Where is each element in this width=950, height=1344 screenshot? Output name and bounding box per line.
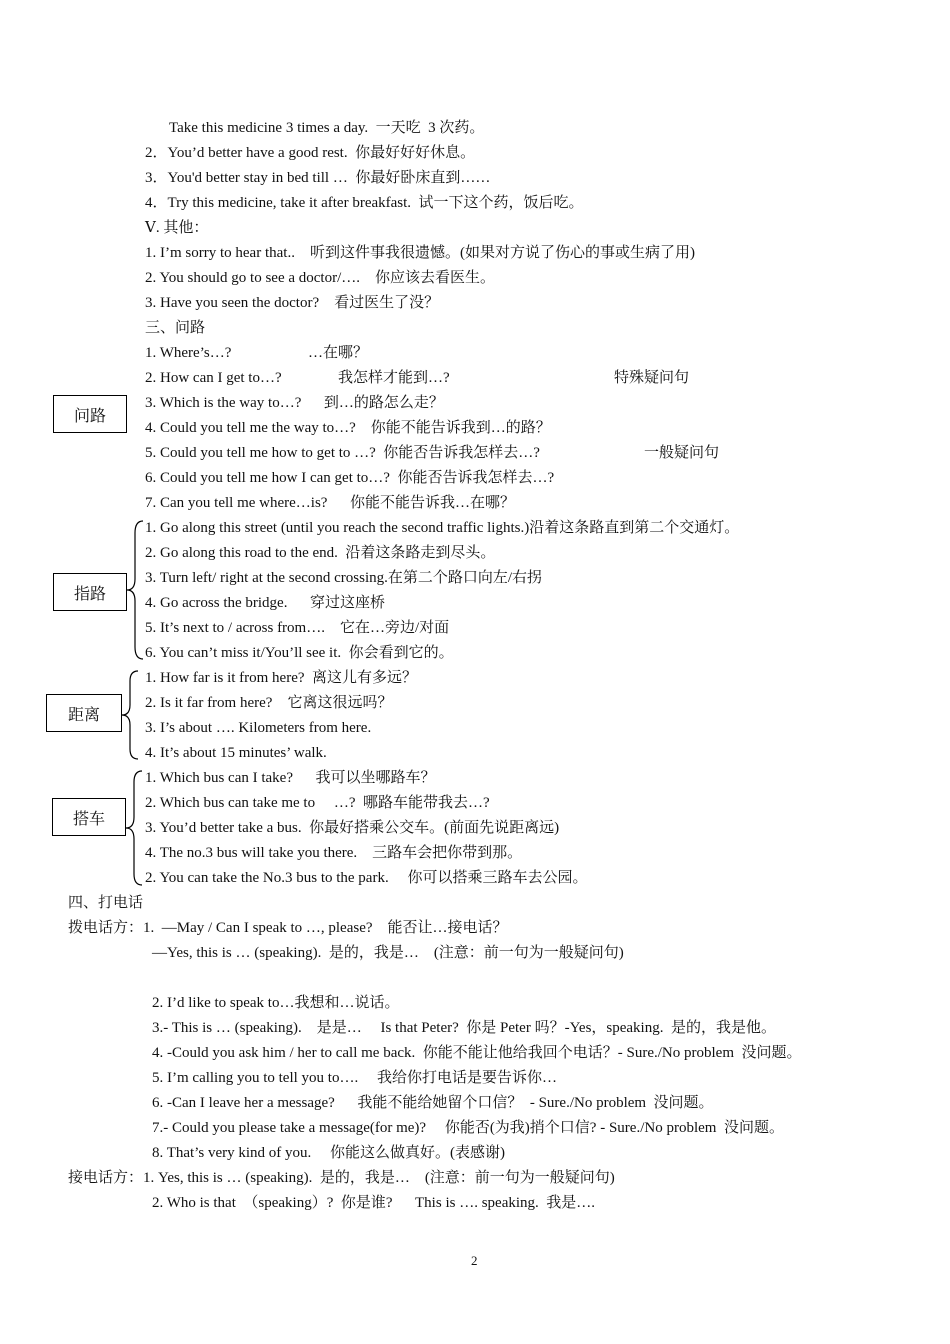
question-type-note: 特殊疑问句 — [614, 370, 690, 386]
text-line: 3. Which is the way to…? 到…的路怎么走？ — [145, 395, 444, 411]
text-line: 1. I’m sorry to hear that.. 听到这件事我很遗憾。(如果对方说了伤心的事或生病了用) — [145, 245, 695, 261]
text-line: 5. It’s next to / across from…. 它在…旁边/对面 — [145, 620, 450, 636]
text-line: 1. Which bus can I take? 我可以坐哪路车？ — [145, 770, 436, 786]
section-heading: 三、问路 — [145, 320, 206, 336]
text-line: 我怎样才能到…? — [338, 370, 450, 386]
text-line: 2. You can take the No.3 bus to the park. 你可以搭乘三路车去公园。 — [145, 870, 588, 886]
text-line: —Yes, this is … (speaking). 是的，我是… (注意：前一句为一般疑问句) — [152, 945, 624, 961]
text-line: 5. Could you tell me how to get to …? 你能否告诉我怎样去…? — [145, 445, 540, 461]
curly-brace-icon — [120, 669, 142, 761]
label-box-dache — [52, 798, 126, 836]
text-line: 1. How far is it from here? 离这儿有多远？ — [145, 670, 418, 686]
text-line: 4. Go across the bridge. 穿过这座桥 — [145, 595, 385, 611]
text-line: 2. Go along this road to the end. 沿着这条路走到尽头。 — [145, 545, 496, 561]
text-line: 3．You'd better stay in bed till … 你最好卧床直到…… — [145, 170, 491, 186]
text-line: 1. Where’s…? — [145, 345, 232, 361]
text-line: …在哪？ — [308, 345, 369, 361]
text-line: 7.- Could you please take a message(for me)? 你能否(为我)捎个口信? - Sure./No problem 没问题。 — [152, 1120, 784, 1136]
label-text: 距离 — [67, 704, 100, 724]
text-line: 7. Can you tell me where…is? 你能不能告诉我…在哪？ — [145, 495, 515, 511]
text-line: 2. Is it far from here? 它离这很远吗？ — [145, 695, 393, 711]
text-line: 6. -Can I leave her a message? 我能不能给她留个口信？ - Sure./No problem 没问题。 — [152, 1095, 714, 1111]
section-heading: 四、打电话 — [68, 895, 144, 911]
text-line: 1. Go along this street (until you reach the second traffic lights.)沿着这条路直到第二个交通灯。 — [145, 520, 740, 536]
text-line: 6. You can’t miss it/You’ll see it. 你会看到它的。 — [145, 645, 454, 661]
text-line: 2. Who is that （speaking）? 你是谁? This is …. speaking. 我是…. — [152, 1195, 596, 1211]
text-line: 接电话方：1. Yes, this is … (speaking). 是的，我是… (注意：前一句为一般疑问句) — [68, 1170, 615, 1186]
curly-brace-icon — [124, 769, 146, 887]
text-line: 2. I’d like to speak to…我想和…说话。 — [152, 995, 400, 1011]
text-line: 8. That’s very kind of you. 你能这么做真好。(表感谢) — [152, 1145, 506, 1161]
text-line: 3.- This is … (speaking). 是是… Is that Peter? 你是 Peter 吗？-Yes，speaking. 是的，我是他。 — [152, 1020, 776, 1036]
text-line: 3. Have you seen the doctor? 看过医生了没？ — [145, 295, 440, 311]
label-box-zhilu — [53, 573, 127, 611]
text-line: 5. I’m calling you to tell you to…. 我给你打电话是要告诉你… — [152, 1070, 557, 1086]
page-number: 2 — [471, 1253, 478, 1268]
text-line: 4．Try this medicine, take it after breakfast. 试一下这个药，饭后吃。 — [145, 195, 584, 211]
text-line: 6. Could you tell me how I can get to…? 你能否告诉我怎样去…? — [145, 470, 555, 486]
text-line: 2. Which bus can take me to …? 哪路车能带我去…? — [145, 795, 490, 811]
text-line: 拨电话方：1. —May / Can I speak to …, please? 能否让…接电话？ — [68, 920, 508, 936]
text-line: 4. The no.3 bus will take you there. 三路车会把你带到那。 — [145, 845, 523, 861]
section-heading: Ⅴ. 其他： — [145, 220, 209, 236]
question-type-note: 一般疑问句 — [644, 445, 720, 461]
curly-brace-icon — [125, 519, 147, 661]
text-line: 3. Turn left/ right at the second crossing.在第二个路口向左/右拐 — [145, 570, 543, 586]
label-text: 问路 — [73, 405, 106, 425]
text-line: 2. How can I get to…? — [145, 370, 282, 386]
text-line: 3. You’d better take a bus. 你最好搭乘公交车。(前面先说距离远) — [145, 820, 560, 836]
text-line: 2．You’d better have a good rest. 你最好好好休息。 — [145, 145, 476, 161]
text-line: 3. I’s about …. Kilometers from here. — [145, 720, 372, 736]
text-line: Take this medicine 3 times a day. 一天吃 3 次药。 — [169, 120, 485, 136]
label-box-juli — [46, 694, 122, 732]
label-text: 指路 — [73, 583, 106, 603]
text-line: 4. Could you tell me the way to…? 你能不能告诉我到…的路？ — [145, 420, 551, 436]
text-line: 4. It’s about 15 minutes’ walk. — [145, 745, 327, 761]
text-line: 4. -Could you ask him / her to call me back. 你能不能让他给我回个电话？- Sure./No problem 没问题。 — [152, 1045, 802, 1061]
text-line: 2. You should go to see a doctor/…. 你应该去看医生。 — [145, 270, 495, 286]
label-box-wenlu — [53, 395, 127, 433]
label-text: 搭车 — [72, 808, 105, 828]
